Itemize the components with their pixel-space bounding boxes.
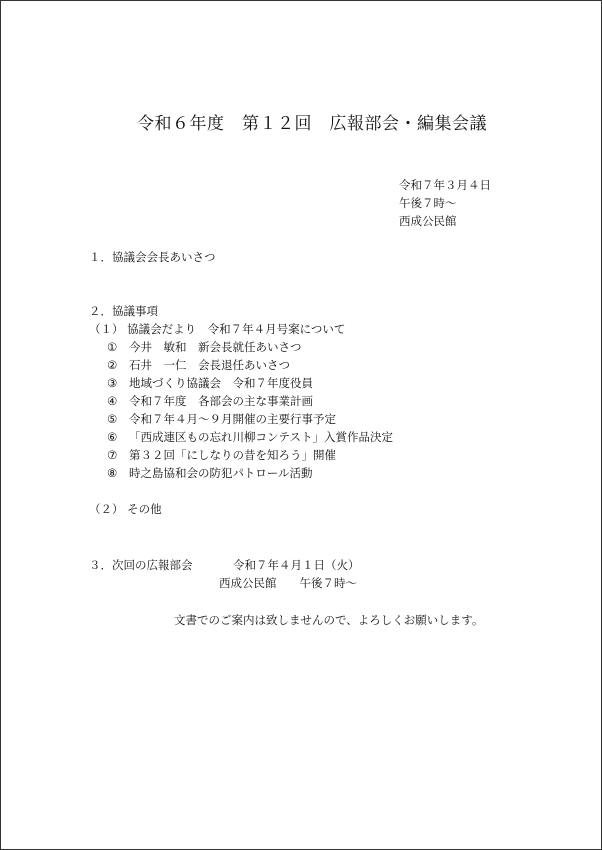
list-item — [107, 393, 393, 411]
meeting-place: 西成公民館 — [399, 214, 457, 228]
item-number: ⑦ — [107, 448, 118, 462]
meeting-time: 午後７時～ — [399, 196, 457, 210]
item-number: ④ — [107, 394, 118, 408]
page-title: 令和６年度 第１２回 広報部会・編集会議 — [137, 114, 487, 134]
section2-sub1: （１） 協議会だより 令和７年４月号案について — [89, 322, 346, 336]
list-item — [107, 429, 393, 447]
list-item — [107, 465, 393, 483]
item-number: ⑤ — [107, 412, 118, 426]
item-text: 今井 敏和 新会長就任あいさつ — [129, 340, 302, 354]
next-meeting-date: 令和７年４月１日（火） — [233, 558, 360, 572]
section2-sub2: （２） その他 — [89, 502, 162, 516]
item-text: 時之島協和会の防犯パトロール活動 — [129, 466, 313, 480]
meeting-date: 令和７年３月４日 — [399, 178, 491, 192]
item-number: ① — [107, 340, 118, 354]
section3-heading: ３．次回の広報部会 — [89, 558, 193, 572]
item-text: 地域づくり協議会 令和７年度役員 — [129, 376, 313, 390]
closing-note: 文書でのご案内は致しませんので、よろしくお願いします。 — [174, 613, 484, 627]
item-number: ⑧ — [107, 466, 118, 480]
section1-heading: １．協議会会長あいさつ — [89, 250, 216, 264]
list-item — [107, 411, 393, 429]
item-text: 第３２回「にしなりの昔を知ろう」開催 — [129, 448, 336, 462]
item-text: 令和７年度 各部会の主な事業計画 — [129, 394, 313, 408]
list-item — [107, 375, 393, 393]
list-item — [107, 357, 393, 375]
list-item — [107, 447, 393, 465]
item-text: 令和７年４月～９月開催の主要行事予定 — [129, 412, 336, 426]
agenda-list — [107, 339, 393, 483]
item-number: ② — [107, 358, 118, 372]
item-number: ③ — [107, 376, 118, 390]
item-text: 「西成連区もの忘れ川柳コンテスト」入賞作品決定 — [129, 430, 394, 444]
list-item — [107, 339, 393, 357]
item-text: 石井 一仁 会長退任あいさつ — [129, 358, 290, 372]
item-number: ⑥ — [107, 430, 118, 444]
next-meeting-place-time: 西成公民館 午後７時～ — [219, 576, 357, 590]
section2-heading: ２．協議事項 — [89, 304, 158, 318]
